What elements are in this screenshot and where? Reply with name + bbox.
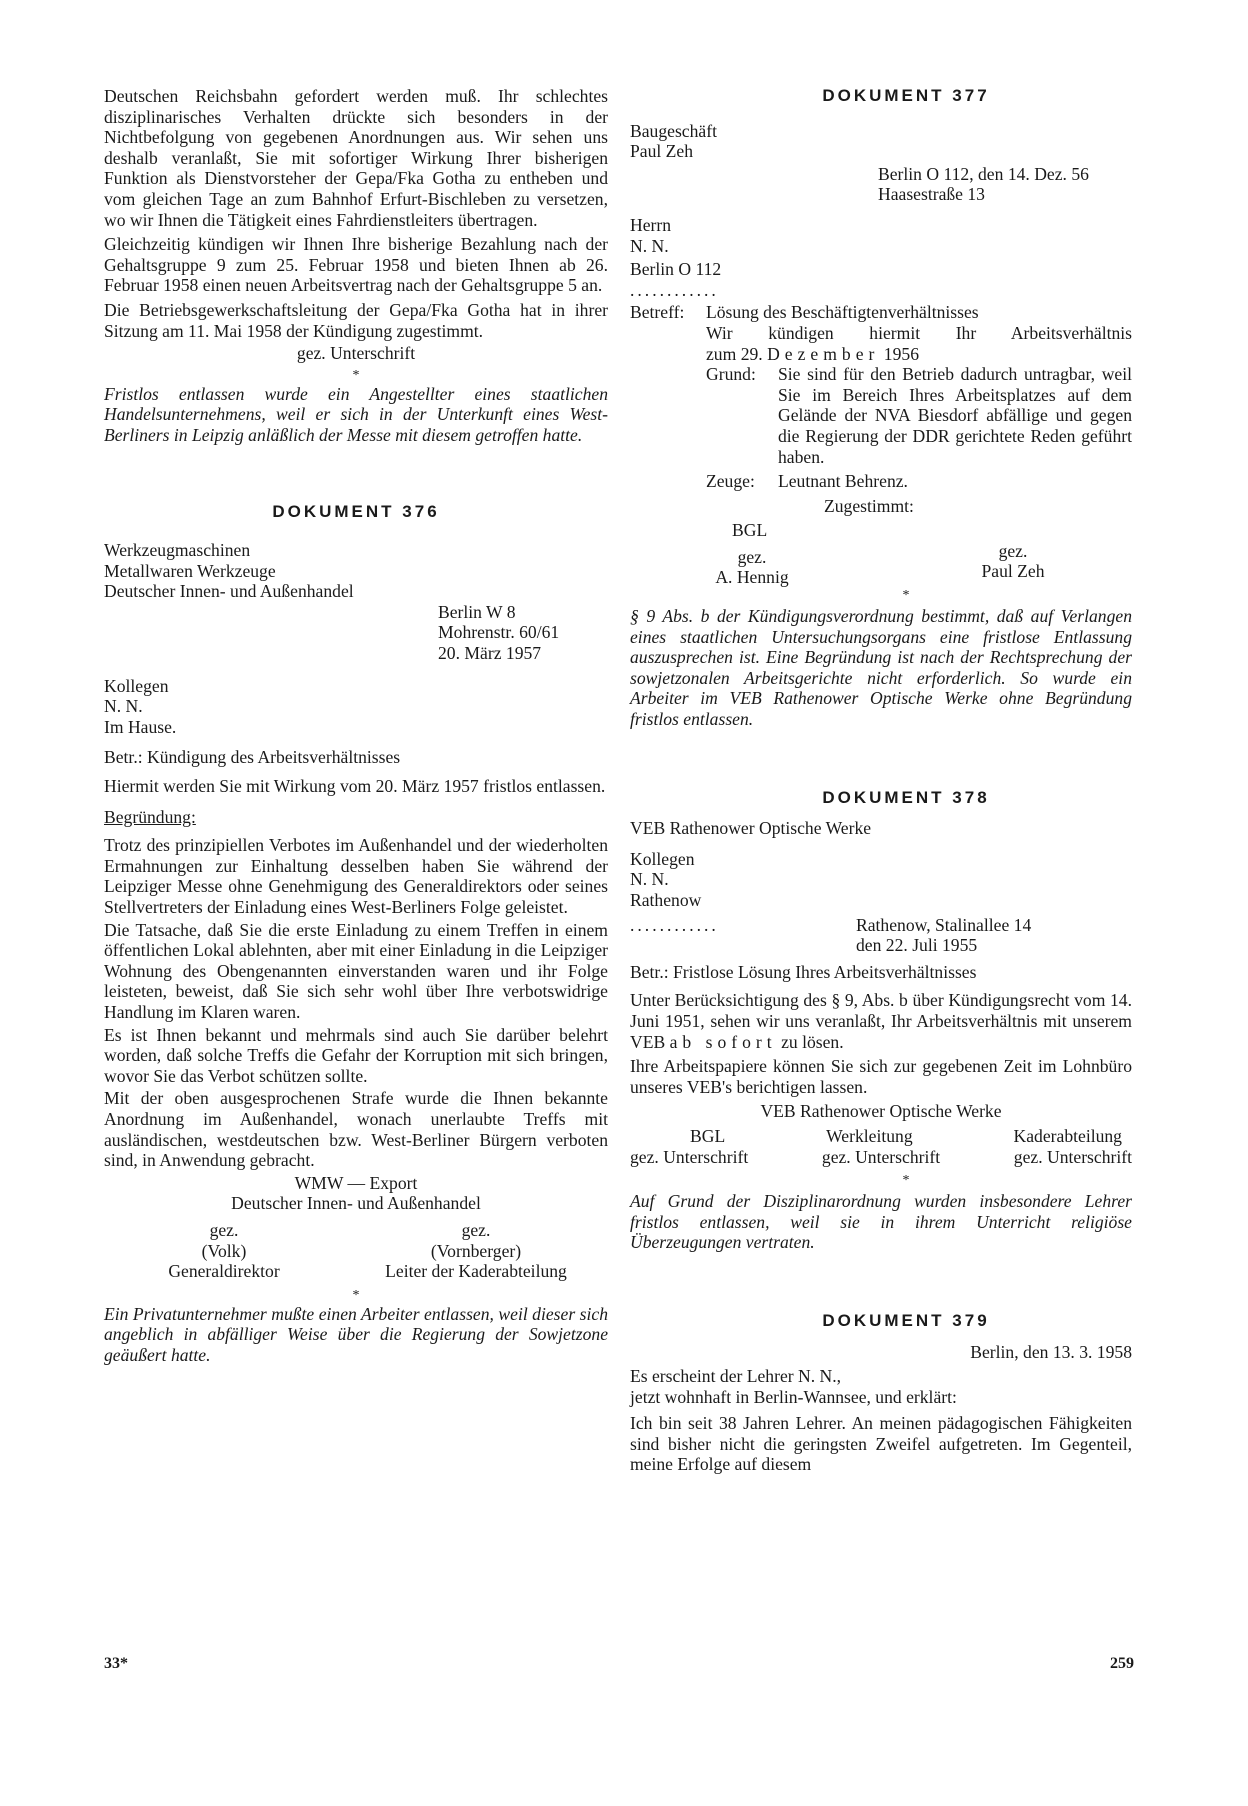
subject-line: Betr.: Kündigung des Arbeitsverhältnisses	[104, 747, 401, 768]
firm-name: VEB Rathenower Optische Werke	[760, 1101, 1002, 1122]
recipient-line: Rathenow	[630, 890, 702, 910]
termination-year: 1956	[883, 343, 919, 364]
paragraph: Hiermit werden Sie mit Wirkung vom 20. März 1957 fristlos entlassen.	[104, 776, 606, 797]
signature-name: A. Hennig	[715, 567, 789, 588]
date-line: den 22. Juli 1955	[856, 935, 978, 956]
paragraph: Ihre Arbeitspapiere können Sie sich zur gegebenen Zeit im Lohnbüro unseres VEB's berichtigen lassen.	[630, 1056, 1132, 1097]
paragraph-text: zu lösen.	[781, 1031, 844, 1052]
subject-line: Betr.: Fristlose Lösung Ihres Arbeitsverhältnisses	[630, 961, 977, 982]
paragraph: Es ist Ihnen bekannt und mehrmals sind auch Sie darüber belehrt worden, daß solche Treffs die Gefahr der Korruption mit sich bringen, wovor Sie das Verbot schützen sollte.	[104, 1024, 608, 1086]
subject-row	[630, 302, 1132, 323]
paragraph: Deutschen Reichsbahn gefordert werden muß. Ihr schlechtes disziplinarisches Verhalten drückte sich besonders in der Nichtbefolgung von gegebenen Anordnungen aus. Wir sehen uns deshalb veranlaßt, Sie mit sofortiger Wirkung Ihrer bisherigen Funktion als Dienstvorsteher der Gepa/Fka Gotha zu entheben und vom gleichen Tage an zum Bahnhof Erfurt-Bischleben zu versetzen, wo wir Ihnen die Tätigkeit eines Fahrdienstleiters übertragen.	[104, 86, 608, 230]
signature-names	[630, 1147, 1132, 1168]
firm-name: WMW — Export	[294, 1172, 418, 1193]
intro-line: jetzt wohnhaft in Berlin-Wannsee, und erklärt:	[630, 1386, 957, 1407]
recipient-line: N. N.	[630, 235, 669, 256]
sender-line: Deutscher Innen- und Außenhandel	[104, 581, 354, 602]
signature-head: BGL	[690, 1125, 726, 1146]
signature-heads	[630, 1126, 1132, 1147]
document-heading: DOKUMENT 376	[272, 501, 440, 521]
place-date-block	[878, 164, 1132, 205]
left-column	[104, 86, 608, 1365]
recipient-block	[104, 676, 608, 738]
editorial-comment: Ein Privatunternehmer mußte einen Arbeiter entlassen, weil dieser sich angeblich in abfälliger Weise über die Regierung der Sowjetzone geäußert hatte.	[104, 1303, 608, 1365]
place-line: Berlin O 112, den 14. Dez. 56	[878, 163, 1089, 184]
document-heading: DOKUMENT 378	[822, 787, 990, 807]
signature-name: (Vornberger)	[430, 1240, 522, 1261]
signature-name: gez. Unterschrift	[1013, 1146, 1132, 1167]
subject-text: Lösung des Beschäftigtenverhältnisses	[706, 302, 979, 323]
signature-gez: gez.	[209, 1219, 239, 1240]
signature-name: gez. Unterschrift	[630, 1146, 749, 1167]
signature-mark: 33*	[104, 1655, 128, 1672]
separator-star: *	[352, 367, 360, 383]
paragraph: Ich bin seit 38 Jahren Lehrer. An meinen pädagogischen Fähigkeiten sind bisher nicht die geringsten Zweifel aufgetreten. Im Gegenteil, meine Erfolge auf diesem	[630, 1413, 1132, 1475]
paragraph: Gleichzeitig kündigen wir Ihnen Ihre bisherige Bezahlung nach der Gehaltsgruppe 9 zum 25. Februar 1958 und bieten Ihnen ab 26. Februar 1958 einen neuen Arbeitsvertrag nach der Gehaltsgruppe 5 an.	[104, 234, 608, 296]
recipient-line: Kollegen	[630, 848, 695, 869]
right-column	[630, 86, 1132, 1475]
editorial-comment: § 9 Abs. b der Kündigungsverordnung bestimmt, daß auf Verlangen eines staatlichen Untersuchungsorgans eine fristlose Entlassung auszusprechen ist. Eine Begründung ist nach der Rechtsprechung der sowjetzonalen Arbeitsgerichte nicht erforderlich. So wurde ein Arbeiter im VEB Rathenower Optische Werke ohne Begründung fristlos entlassen.	[630, 606, 1132, 730]
recipient-block	[630, 215, 1132, 300]
page-number: 259	[1110, 1655, 1134, 1672]
sender-block	[104, 540, 608, 602]
place-date-line: Berlin, den 13. 3. 1958	[970, 1341, 1132, 1362]
editorial-comment: Auf Grund der Disziplinarordnung wurden insbesondere Lehrer fristlos entlassen, weil sie in ihrem Unterricht religiöse Überzeugungen vertraten.	[630, 1191, 1132, 1253]
sender-line: Paul Zeh	[630, 141, 694, 162]
sender-line: Werkzeugmaschinen	[104, 540, 251, 561]
recipient-line: Herrn	[630, 214, 672, 235]
sender-line: Baugeschäft	[630, 120, 717, 141]
termination-line: Wir kündigen hiermit Ihr Arbeitsverhältnis	[706, 322, 1132, 343]
paragraph-text: Unter Berücksichtigung des § 9, Abs. b über Kündigungsrecht vom 14. Juni 1951, sehen wir uns veranlaßt, Ihr Arbeitsverhältnis mit unserem VEB	[630, 990, 1132, 1052]
signature-gez: gez.	[998, 540, 1028, 561]
paragraph: Die Tatsache, daß Sie die erste Einladung zu einem Treffen in einem öffentlichen Lokal ablehnten, aber mit einer Einladung in die Leipziger Wohnung des Obengenannten einverstanden waren und ihr Folge leisteten, beweist, daß Sie sich sehr wohl über Ihre verbotswidrige Handlung im Klaren waren.	[104, 919, 608, 1022]
signature-block	[630, 547, 874, 588]
recipient-block	[630, 849, 1132, 911]
termination-month: Dezember	[767, 343, 880, 364]
signature-name: (Volk)	[201, 1240, 247, 1261]
signature-row	[630, 540, 1132, 588]
witness-label: Zeuge:	[706, 471, 755, 492]
recipient-line: Berlin O 112	[630, 259, 722, 280]
witness-row	[706, 471, 1132, 492]
date-line: 20. März 1957	[438, 643, 542, 664]
address-row	[630, 915, 1132, 956]
termination-date: zum 29.	[706, 343, 763, 364]
reason-label: Grund:	[706, 364, 756, 385]
signature-gez: gez.	[737, 546, 767, 567]
place-date-block	[438, 602, 608, 664]
section-label: Begründung:	[104, 806, 196, 827]
editorial-comment: Fristlos entlassen wurde ein Angestellter eines staatlichen Handelsunternehmens, weil er sich in der Unterkunft eines West-Berliners in Leipzig anläßlich der Messe mit diesem getroffen hatte.	[104, 383, 608, 445]
approval-label: Zugestimmt:	[824, 495, 914, 516]
signature-title: Generaldirektor	[168, 1261, 280, 1282]
paragraph	[630, 990, 1132, 1052]
recipient-line: N. N.	[630, 869, 669, 890]
bgl-label: BGL	[732, 520, 768, 541]
address-dots: ............	[630, 914, 719, 935]
signature-block	[104, 1220, 344, 1282]
signature-block	[938, 541, 1088, 588]
signature: gez. Unterschrift	[296, 343, 416, 364]
place-line: Mohrenstr. 60/61	[438, 622, 560, 643]
separator-star: *	[352, 1287, 360, 1303]
witness-text: Leutnant Behrenz.	[778, 471, 908, 492]
paragraph: Trotz des prinzipiellen Verbotes im Außenhandel und der wiederholten Ermahnungen zur Einhaltung desselben haben Sie während der Leipziger Messe ohne Genehmigung des Generaldirektors oder seines Stellvertreters der Einladung eines West-Berliners Folge geleistet.	[104, 835, 608, 917]
signature-block	[344, 1220, 608, 1282]
address-dots: ............	[630, 279, 719, 300]
sender-block	[630, 121, 1132, 162]
place-line: Rathenow, Stalinallee 14	[856, 914, 1032, 935]
paragraph: Die Betriebsgewerkschaftsleitung der Gepa/Fka Gotha hat in ihrer Sitzung am 11. Mai 1958 der Kündigung zugestimmt.	[104, 299, 608, 341]
separator-star: *	[902, 588, 910, 604]
recipient-line: Im Hause.	[104, 716, 177, 737]
signature-title: Leiter der Kaderabteilung	[385, 1261, 567, 1282]
subject-label: Betreff:	[630, 302, 685, 323]
paragraph: Mit der oben ausgesprochenen Strafe wurde die Ihnen bekannte Anordnung im Außenhandel, wonach unerlaubte Treffs mit ausländischen, westdeutschen bzw. West-Berliner Bürgern verboten sind, in Anwendung gebracht.	[104, 1088, 608, 1171]
termination-line	[706, 344, 1132, 365]
place-line: Berlin W 8	[438, 601, 516, 622]
document-heading: DOKUMENT 377	[822, 86, 990, 105]
sender-line: VEB Rathenower Optische Werke	[630, 818, 872, 839]
emphasis-text: ab sofort	[669, 1031, 777, 1052]
place-line: Haasestraße 13	[878, 184, 985, 205]
recipient-line: N. N.	[104, 696, 143, 717]
signature-name: gez. Unterschrift	[821, 1146, 941, 1167]
firm-name: Deutscher Innen- und Außenhandel	[231, 1193, 481, 1214]
signature-head: Kaderabteilung	[1013, 1125, 1122, 1146]
reason-row	[706, 364, 1132, 467]
reason-text: Sie sind für den Betrieb dadurch untragbar, weil Sie im Bereich Ihres Arbeitsplatzes auf dem Gelände der NVA Biesdorf abfällige und gegen die Regierung der DDR gerichtete Reden geführt haben.	[778, 364, 1132, 467]
document-heading: DOKUMENT 379	[822, 1310, 990, 1330]
signature-name: Paul Zeh	[981, 561, 1045, 582]
signature-head: Werkleitung	[826, 1125, 913, 1146]
intro-line: Es erscheint der Lehrer N. N.,	[630, 1366, 842, 1387]
sender-line: Metallwaren Werkzeuge	[104, 560, 276, 581]
signature-gez: gez.	[461, 1219, 491, 1240]
signature-row	[104, 1220, 608, 1282]
termination-block	[706, 323, 1132, 492]
separator-star: *	[902, 1173, 910, 1189]
place-date-block	[856, 915, 1031, 956]
recipient-line: Kollegen	[104, 675, 169, 696]
